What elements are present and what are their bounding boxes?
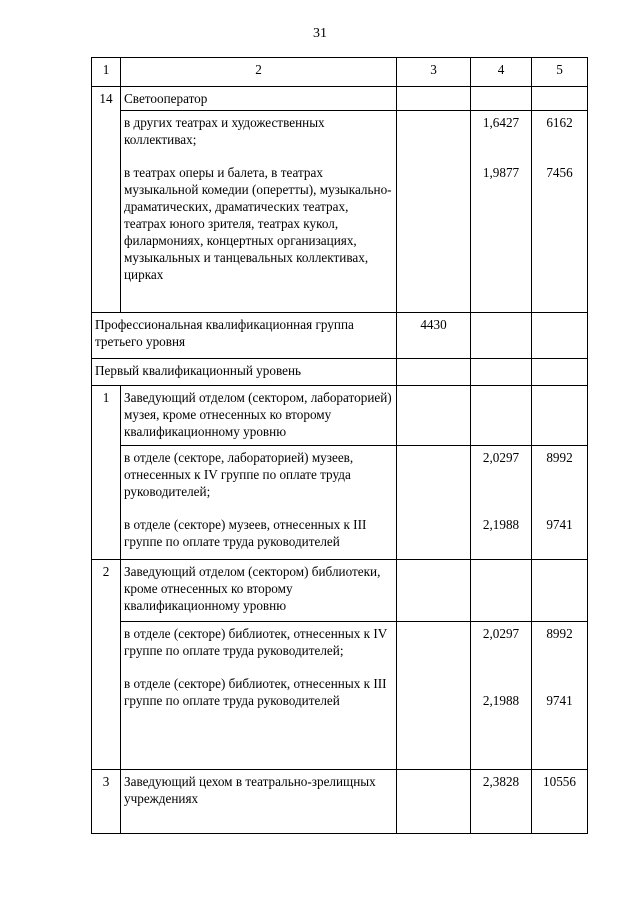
coefficient-value: 2,0297: [482, 626, 520, 641]
coefficient-value: 1,6427: [482, 115, 520, 130]
table-row: [92, 770, 588, 834]
position-subitem: в отделе (секторе) библиотек, отнесенных к III группе по оплате труда руководителей: [124, 676, 387, 708]
header-col-1: 1: [92, 58, 121, 87]
coefficient-value: 2,0297: [482, 450, 520, 465]
position-subitem: в театрах оперы и балета, в театрах музыкальной комедии (оперетты), музыкально-драматических, драматических театрах, театрах юного зрителя, театрах кукол, филармониях, концертных организациях, музыкальных и танцевальных коллективах, цирках: [124, 165, 392, 282]
table-row: [92, 446, 588, 560]
position-subitem: в других театрах и художественных коллективах;: [124, 115, 325, 147]
salary-value: 10556: [532, 770, 588, 834]
salary-value: 9741: [546, 693, 573, 708]
salary-value: 9741: [546, 517, 573, 532]
position-title: Заведующий отделом (сектором) библиотеки, кроме отнесенных ко второму квалификационному уровню: [121, 560, 397, 622]
position-subitem: в отделе (секторе) библиотек, отнесенных к IV группе по оплате труда руководителей;: [124, 626, 387, 658]
coefficient-value: 1,9877: [482, 165, 520, 180]
level-title: Первый квалификационный уровень: [92, 359, 397, 386]
salary-value: 6162: [546, 115, 573, 130]
salary-value: 8992: [546, 450, 573, 465]
header-col-3: 3: [397, 58, 471, 87]
header-col-2: 2: [121, 58, 397, 87]
page-number: 31: [313, 26, 327, 41]
salary-value: 7456: [546, 165, 573, 180]
table-row: [92, 111, 588, 313]
table-header-row: [92, 58, 588, 87]
row-number: 14: [92, 87, 121, 111]
salary-value: 8992: [546, 626, 573, 641]
header-col-5: 5: [532, 58, 588, 87]
group-row: [92, 313, 588, 359]
header-col-4: 4: [471, 58, 532, 87]
base-salary: 4430: [397, 313, 471, 359]
position-title: Светооператор: [121, 87, 397, 111]
table-row: [92, 87, 588, 111]
salary-table: [91, 57, 588, 834]
level-row: [92, 359, 588, 386]
coefficient-value: 2,3828: [471, 770, 532, 834]
coefficient-value: 2,1988: [482, 693, 520, 708]
row-number: 1: [92, 386, 121, 446]
group-title: Профессиональная квалификационная группа третьего уровня: [92, 313, 397, 359]
table-row: [92, 622, 588, 770]
position-subitem: в отделе (секторе) музеев, отнесенных к III группе по оплате труда руководителей: [124, 517, 367, 549]
position-subitem: в отделе (секторе, лабораторией) музеев, отнесенных к IV группе по оплате труда руководителей;: [124, 450, 354, 499]
row-number: 2: [92, 560, 121, 622]
coefficient-value: 2,1988: [482, 517, 520, 532]
table-row: [92, 560, 588, 622]
position-title: Заведующий отделом (сектором, лабораторией) музея, кроме отнесенных ко второму квалификационному уровню: [121, 386, 397, 446]
position-title: Заведующий цехом в театрально-зрелищных учреждениях: [121, 770, 397, 834]
row-number: 3: [92, 770, 121, 834]
table-row: [92, 386, 588, 446]
